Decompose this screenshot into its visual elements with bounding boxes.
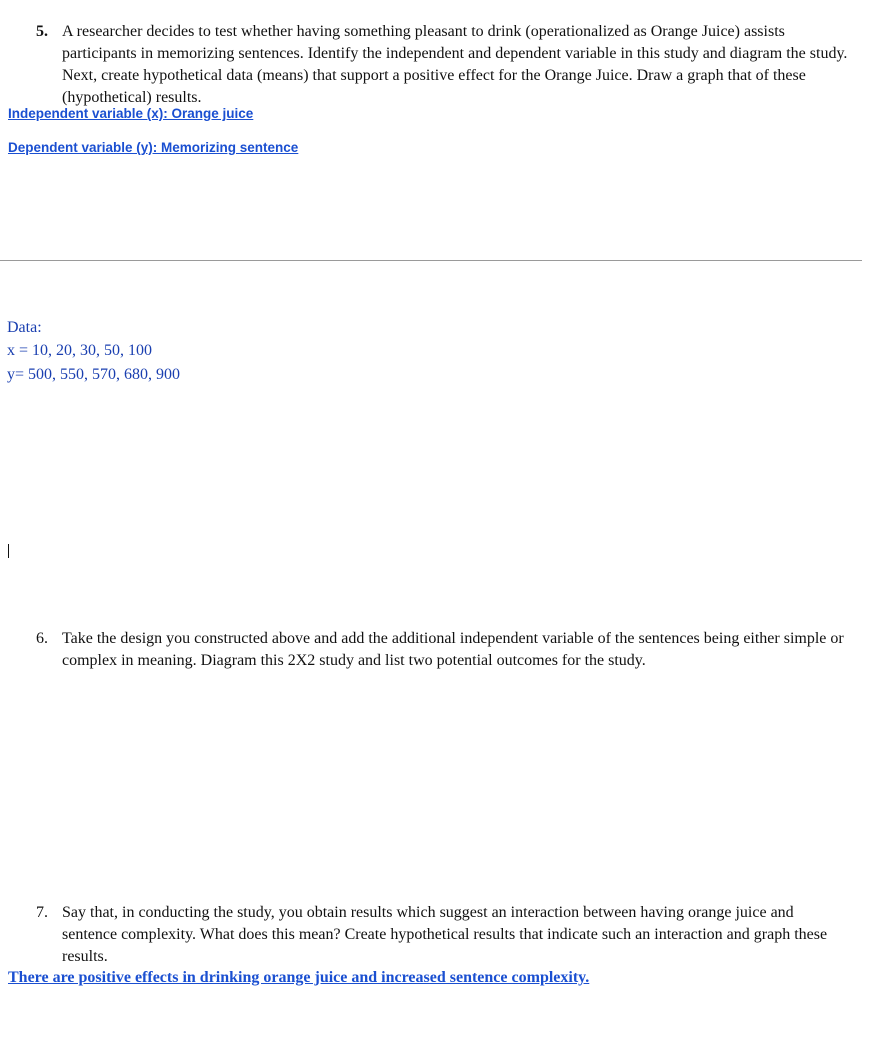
horizontal-divider (0, 260, 862, 261)
question-7-text: Say that, in conducting the study, you obtain results which suggest an interaction between having orange juice and sentence complexity. What does this mean? Create hypothetical results that indicate such an interaction and graph these results. (62, 904, 828, 965)
data-y-values: y= 500, 550, 570, 680, 900 (7, 366, 181, 383)
question-5-number: 5. (36, 23, 48, 40)
data-label: Data: (7, 319, 42, 336)
dependent-variable-answer[interactable]: Dependent variable (y): Memorizing sentence (8, 140, 299, 155)
question-7-answer[interactable]: There are positive effects in drinking orange juice and increased sentence complexity. (8, 969, 590, 986)
question-6-number: 6. (36, 630, 48, 647)
question-5-text: A researcher decides to test whether having something pleasant to drink (operationalized as Orange Juice) assists participants in memorizing sentences. Identify the independent and dependent variable in this study and diagram the study. Next, create hypothetical data (means) that support a positive effect for the Orange Juice. Draw a graph that of these (hypothetical) results. (62, 23, 848, 106)
question-6-text: Take the design you constructed above and add the additional independent variable of the sentences being either simple or complex in meaning. Diagram this 2X2 study and list two potential outcomes for the study. (62, 630, 844, 669)
independent-variable-answer[interactable]: Independent variable (x): Orange juice (8, 106, 254, 121)
question-7-number: 7. (36, 904, 48, 921)
text-cursor[interactable] (8, 544, 9, 558)
data-x-values: x = 10, 20, 30, 50, 100 (7, 342, 153, 359)
